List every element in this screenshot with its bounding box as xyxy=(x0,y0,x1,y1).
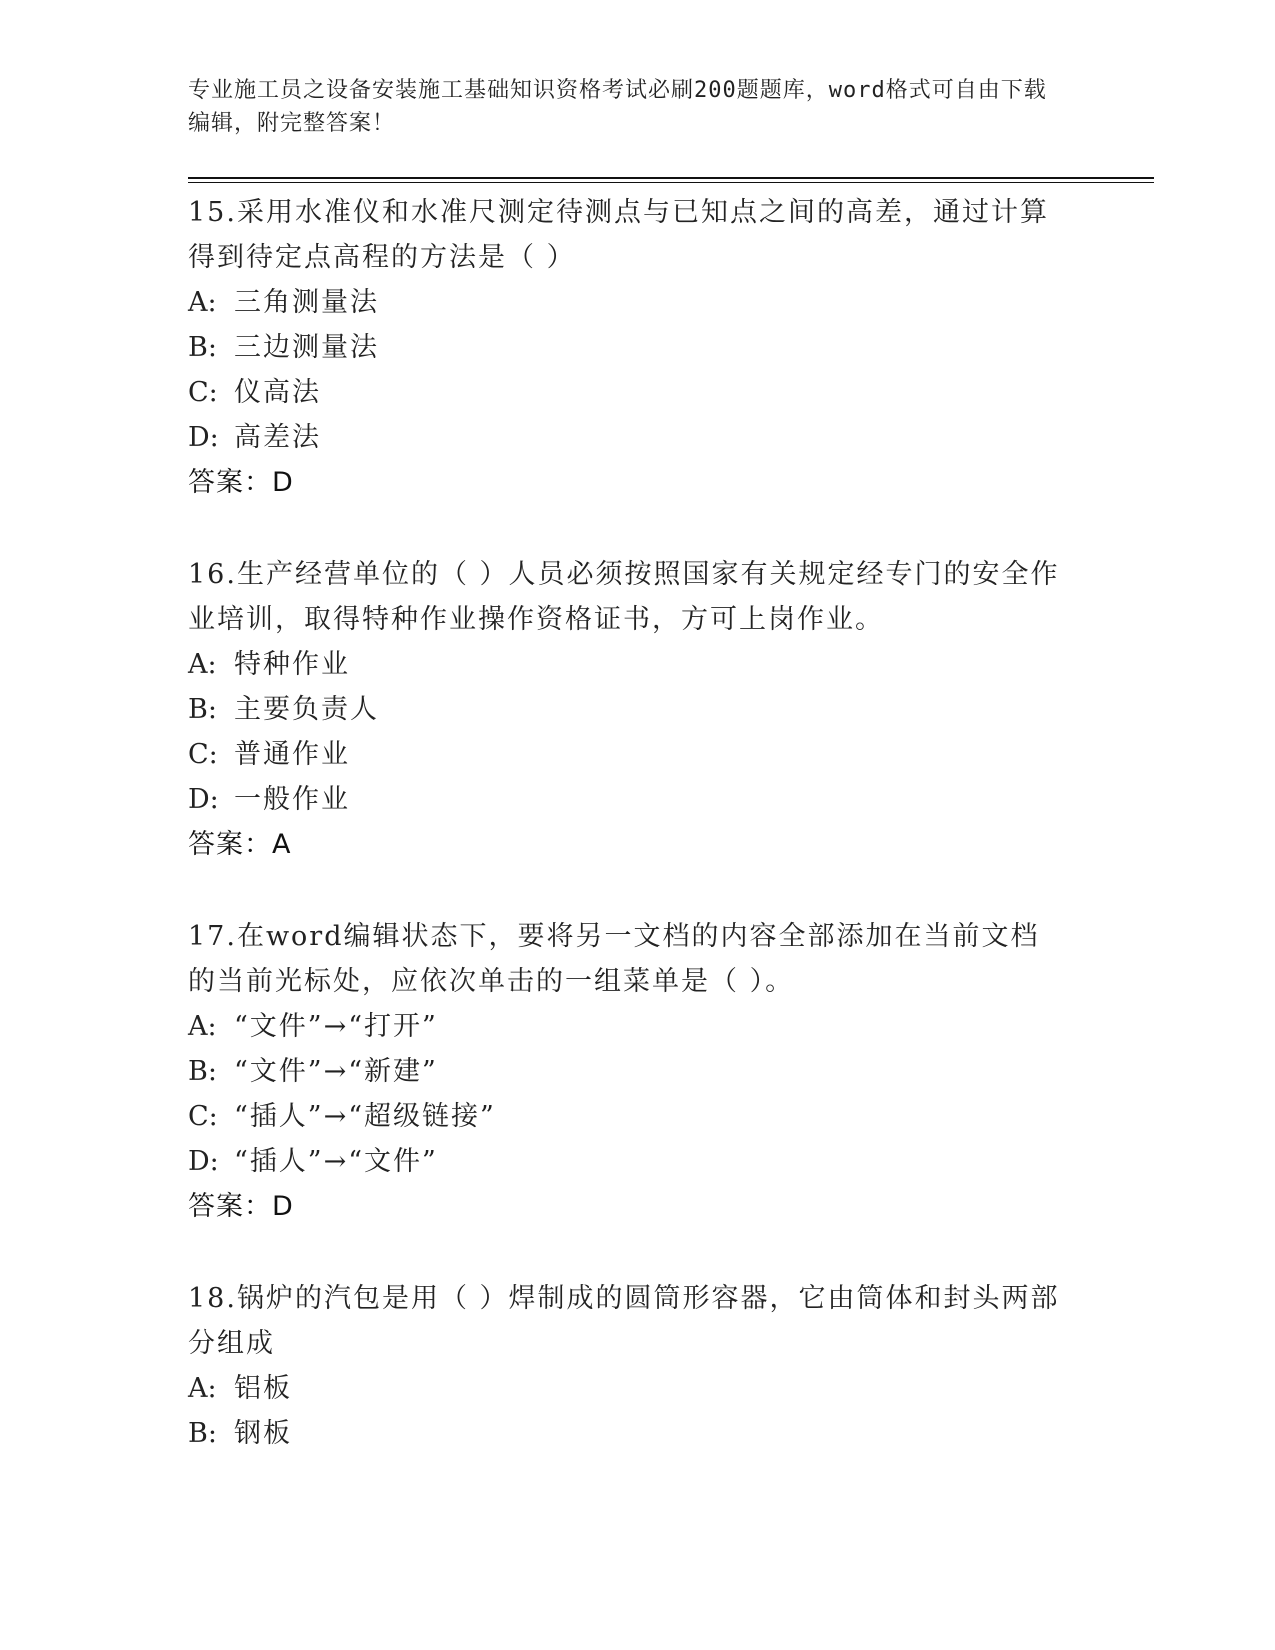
option-text: 三角测量法 xyxy=(234,287,379,318)
option-letter: B: xyxy=(188,1418,217,1449)
question-16 xyxy=(188,552,1088,867)
option-letter: B: xyxy=(188,694,217,725)
option-a xyxy=(188,1366,1088,1411)
option-letter: D: xyxy=(188,1146,219,1177)
header-divider-thin xyxy=(188,182,1154,183)
question-text: 17.在word编辑状态下，要将另一文档的内容全部添加在当前文档的当前光标处，应依次单击的一组菜单是（ ）。 xyxy=(188,921,1040,997)
option-d xyxy=(188,415,1088,460)
option-d xyxy=(188,777,1088,822)
option-c xyxy=(188,1094,1088,1139)
option-text: “插人”→“文件” xyxy=(234,1146,438,1177)
option-text: “文件”→“新建” xyxy=(234,1056,438,1087)
answer-line: 答案：D xyxy=(188,467,294,498)
option-text: 主要负责人 xyxy=(234,694,379,725)
option-text: 仪高法 xyxy=(234,377,321,408)
option-text: 铝板 xyxy=(234,1373,292,1404)
answer-line: 答案：A xyxy=(188,829,292,860)
question-spacer xyxy=(188,867,1088,914)
document-header: 专业施工员之设备安装施工基础知识资格考试必刷200题题库，word格式可自由下载编辑，附完整答案！ xyxy=(188,78,1047,136)
option-a xyxy=(188,280,1088,325)
option-letter: B: xyxy=(188,1056,217,1087)
option-letter: A: xyxy=(188,1011,217,1042)
option-b xyxy=(188,687,1088,732)
question-15 xyxy=(188,190,1088,505)
option-letter: A: xyxy=(188,287,217,318)
option-text: 一般作业 xyxy=(234,784,350,815)
option-letter: C: xyxy=(188,1101,218,1132)
question-18 xyxy=(188,1276,1088,1456)
option-b xyxy=(188,325,1088,370)
option-a xyxy=(188,1004,1088,1049)
question-spacer xyxy=(188,505,1088,552)
option-text: 普通作业 xyxy=(234,739,350,770)
option-c xyxy=(188,732,1088,777)
option-text: 钢板 xyxy=(234,1418,292,1449)
question-17 xyxy=(188,914,1088,1229)
option-text: 高差法 xyxy=(234,422,321,453)
header-divider-thick xyxy=(188,177,1154,179)
option-text: “文件”→“打开” xyxy=(234,1011,438,1042)
option-letter: A: xyxy=(188,1373,217,1404)
option-b xyxy=(188,1049,1088,1094)
question-list xyxy=(188,190,1088,1456)
option-b xyxy=(188,1411,1088,1456)
option-text: 特种作业 xyxy=(234,649,350,680)
option-letter: D: xyxy=(188,422,219,453)
option-text: 三边测量法 xyxy=(234,332,379,363)
question-text: 18.锅炉的汽包是用（ ）焊制成的圆筒形容器，它由筒体和封头两部分组成 xyxy=(188,1283,1060,1359)
option-c xyxy=(188,370,1088,415)
option-letter: D: xyxy=(188,784,219,815)
answer-line: 答案：D xyxy=(188,1191,294,1222)
question-text: 15.采用水准仪和水准尺测定待测点与已知点之间的高差，通过计算得到待定点高程的方法是（ ） xyxy=(188,197,1049,273)
option-letter: B: xyxy=(188,332,217,363)
option-letter: C: xyxy=(188,739,218,770)
option-text: “插人”→“超级链接” xyxy=(234,1101,496,1132)
option-letter: A: xyxy=(188,649,217,680)
option-letter: C: xyxy=(188,377,218,408)
question-text: 16.生产经营单位的（ ）人员必须按照国家有关规定经专门的安全作业培训，取得特种作业操作资格证书，方可上岗作业。 xyxy=(188,559,1060,635)
option-d xyxy=(188,1139,1088,1184)
option-a xyxy=(188,642,1088,687)
question-spacer xyxy=(188,1229,1088,1276)
